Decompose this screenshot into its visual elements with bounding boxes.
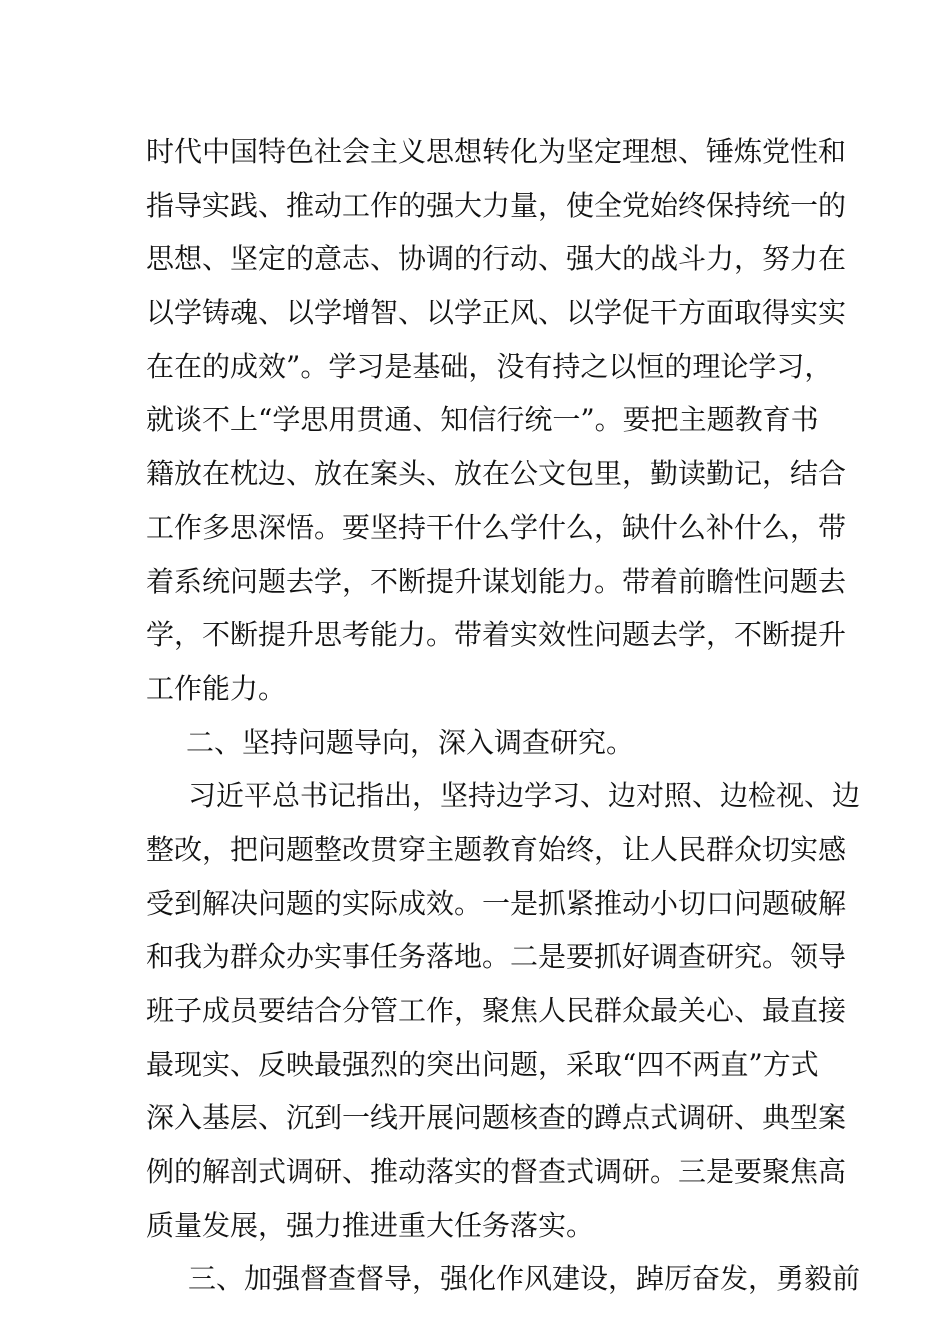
text-line: 例的解剖式调研、推动落实的督查式调研。三是要聚焦高 — [146, 1155, 847, 1189]
section-heading: 三、加强督查督导，强化作风建设，踔厉奋发，勇毅前 — [188, 1262, 861, 1296]
text-line: 着系统问题去学，不断提升谋划能力。带着前瞻性问题去 — [146, 564, 847, 598]
text-line: 籍放在枕边、放在案头、放在公文包里，勤读勤记，结合 — [146, 457, 847, 491]
text-line: 指导实践、推动工作的强大力量，使全党始终保持统一的 — [146, 188, 847, 222]
text-line: 最现实、反映最强烈的突出问题，采取“四不两直”方式 — [146, 1047, 819, 1081]
text-line: 工作能力。 — [146, 671, 287, 705]
section-heading: 二、坚持问题导向，深入调查研究。 — [186, 725, 635, 759]
text-line: 习近平总书记指出，坚持边学习、边对照、边检视、边 — [188, 779, 861, 813]
text-line: 思想、坚定的意志、协调的行动、强大的战斗力，努力在 — [146, 242, 847, 276]
text-line: 受到解决问题的实际成效。一是抓紧推动小切口问题破解 — [146, 886, 847, 920]
text-line: 班子成员要结合分管工作，聚焦人民群众最关心、最直接 — [146, 994, 847, 1027]
text-line: 时代中国特色社会主义思想转化为坚定理想、锤炼党性和 — [146, 135, 847, 168]
text-line: 就谈不上“学思用贯通、知信行统一”。要把主题教育书 — [146, 403, 819, 437]
text-line: 在在的成效”。学习是基础，没有持之以恒的理论学习， — [146, 349, 833, 383]
text-line: 深入基层、沉到一线开展问题核查的蹲点式调研、典型案 — [146, 1101, 847, 1135]
text-line: 学，不断提升思考能力。带着实效性问题去学，不断提升 — [146, 618, 847, 652]
body-text — [146, 125, 861, 1306]
text-line: 整改，把问题整改贯穿主题教育始终，让人民群众切实感 — [146, 832, 847, 866]
text-line: 质量发展，强力推进重大任务落实。 — [146, 1208, 595, 1242]
text-line: 和我为群众办实事任务落地。二是要抓好调查研究。领导 — [146, 940, 847, 974]
text-line: 以学铸魂、以学增智、以学正风、以学促干方面取得实实 — [146, 296, 847, 330]
text-line: 工作多思深悟。要坚持干什么学什么，缺什么补什么，带 — [146, 510, 847, 544]
